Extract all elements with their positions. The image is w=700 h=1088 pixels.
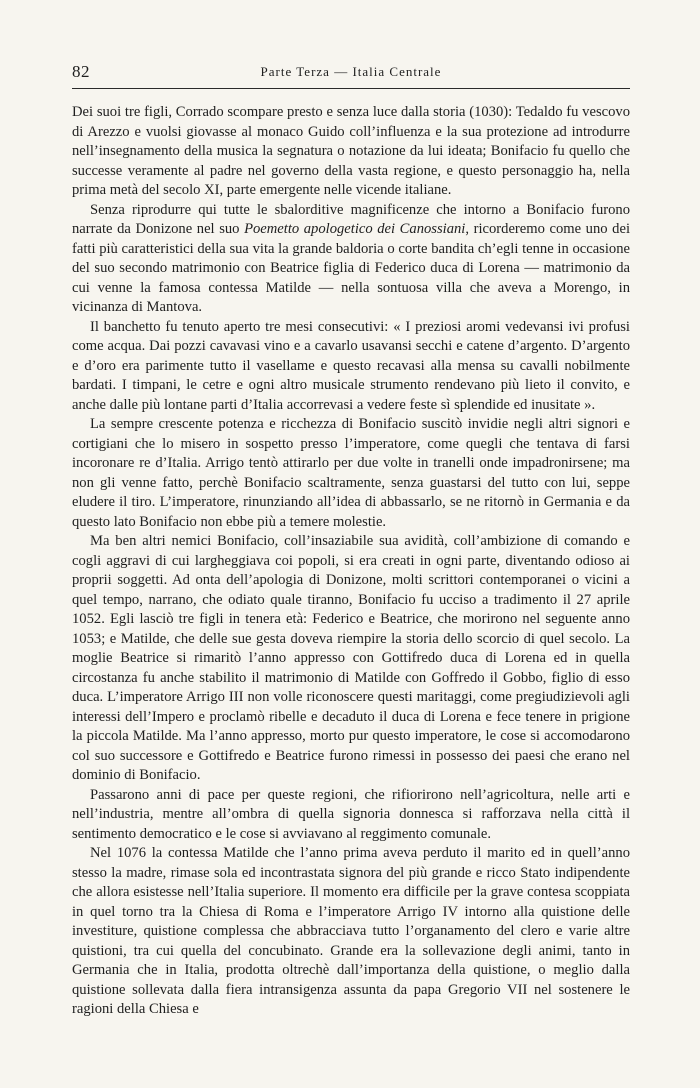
paragraph-text: , ricorderemo come uno dei fatti più caratteristici della sua vita la grande baldoria o corte bandita ch’egli tenne in occasione del suo secondo matrimonio con Beatrice figlia di Federico duca di Lorena — matrimonio da cui venne la famosa contessa Matilde — nella sontuosa villa che aveva a Morengo, in vicinanza di Mantova. <box>72 221 630 315</box>
paragraph: Dei suoi tre figli, Corrado scompare presto e senza luce dalla storia (1030): Tedaldo fu vescovo di Arezzo e vuolsi giovasse al monaco Guido coll’influenza e la sua protezione ad introdurre nell’insegnamento della musica la segnatura o notazione da lui ideata; Bonifacio fu quello che successe veramente al padre nel governo della vasta regione, e questo personaggio ha, nella prima metà del secolo XI, parte emergente nelle vicende italiane. <box>72 104 630 198</box>
paragraph <box>72 201 630 318</box>
paragraph: Ma ben altri nemici Bonifacio, coll’insaziabile sua avidità, coll’ambizione di comando e cogli aggravi di cui largheggiava coi popoli, si era creati in ogni parte, diventando odioso ai proprii soggetti. Ad onta dell’apologia di Donizone, molti scrittori contemporanei o vicini a quel tempo, narrano, che odiato quale tiranno, Bonifacio fu ucciso a tradimento il 27 aprile 1052. Egli lasciò tre figli in tenera età: Federico e Beatrice, che morirono nel seguente anno 1053; e Matilde, che delle sue gesta doveva riempire la storia dello scorcio di quel secolo. La moglie Beatrice si rimaritò l’anno appresso con Gottifredo duca di Lorena ed in quella circostanza fu anche stabilito il matrimonio di Matilde con Goffredo il Gobbo, figlio di esso duca. L’imperatore Arrigo III non volle riconoscere questi maritaggi, come pregiudizievoli agli interessi dell’Impero e proclamò ribelle e decaduto il duca di Lorena e fece tenere in prigione la piccola Matilde. Ma l’anno appresso, morto pur questo imperatore, le cose si accomodarono col suo successore e Gottifredo e Beatrice furono rimessi in possesso dei paesi che erano nel dominio di Bonifacio. <box>72 533 630 783</box>
paragraph: Passarono anni di pace per queste regioni, che rifiorirono nell’agricoltura, nelle arti e nell’industria, mentre all’ombra di quella signoria donnesca si rafforzava nella città il sentimento democratico e le cose si avviavano al reggimento comunale. <box>72 786 630 842</box>
running-title: Parte Terza — Italia Centrale <box>260 64 442 79</box>
paragraph: Il banchetto fu tenuto aperto tre mesi consecutivi: « I preziosi aromi vedevansi ivi profusi come acqua. Dai pozzi cavavasi vino e a cavarlo usavansi secchi e catene d’argento. D’argento e d’oro era parimente tutto il vasellame e questo recavasi alla mensa su cavalli nobilmente bardati. I timpani, le cetre e ogni altro musicale strumento rendevano più lieto il convito, e anche dalle più lontane parti d’Italia accorrevasi a vedere feste sì splendide ed inusitate ». <box>72 318 630 413</box>
paragraph-text: Senza riprodurre qui tutte le sbalorditive magnificenze che intorno a Bonifacio furono narrate da Donizone nel suo <box>72 201 630 237</box>
paragraph: Nel 1076 la contessa Matilde che l’anno prima aveva perduto il marito ed in quell’anno stesso la madre, rimase sola ed incontrastata signora del più grande e ricco Stato indipendente che allora esistesse nell’Italia superiore. Il momento era difficile per la grave contesa scoppiata in quel torno tra la Chiesa di Roma e l’imperatore Arrigo IV intorno alla quistione delle investiture, quistione complessa che abbracciava tutto l’organamento del clero e varie altre quistioni, tra cui quella del concubinato. Grande era la sollevazione degli animi, tanto in Germania che in Italia, prodotta oltrechè dall’importanza della quistione, o meglio dalla quistione sollevata dalla fiera intransigenza assunta da papa Gregorio VII nel sostenere le ragioni della Chiesa e <box>72 845 630 1017</box>
page-header <box>72 58 630 89</box>
page-number: 82 <box>72 62 90 81</box>
italic-book-title: Poemetto apologetico dei Canossiani <box>244 221 466 237</box>
paragraph: La sempre crescente potenza e ricchezza di Bonifacio suscitò invidie negli altri signori e cortigiani che lo misero in sospetto presso l’imperatore, come quegli che tentava di farsi incoronare re d’Italia. Arrigo tentò attirarlo per due volte in tranelli onde impadronirsene; ma non gli venne fatto, perchè Bonifacio scaltramente, senza guastarsi del tutto con lui, seppe eludere il tiro. L’imperatore, rinunziando all’idea di abbassarlo, se ne ritornò in Germania e da questo lato Bonifacio non ebbe più a temere molestie. <box>72 416 630 530</box>
body-text <box>72 103 630 1020</box>
